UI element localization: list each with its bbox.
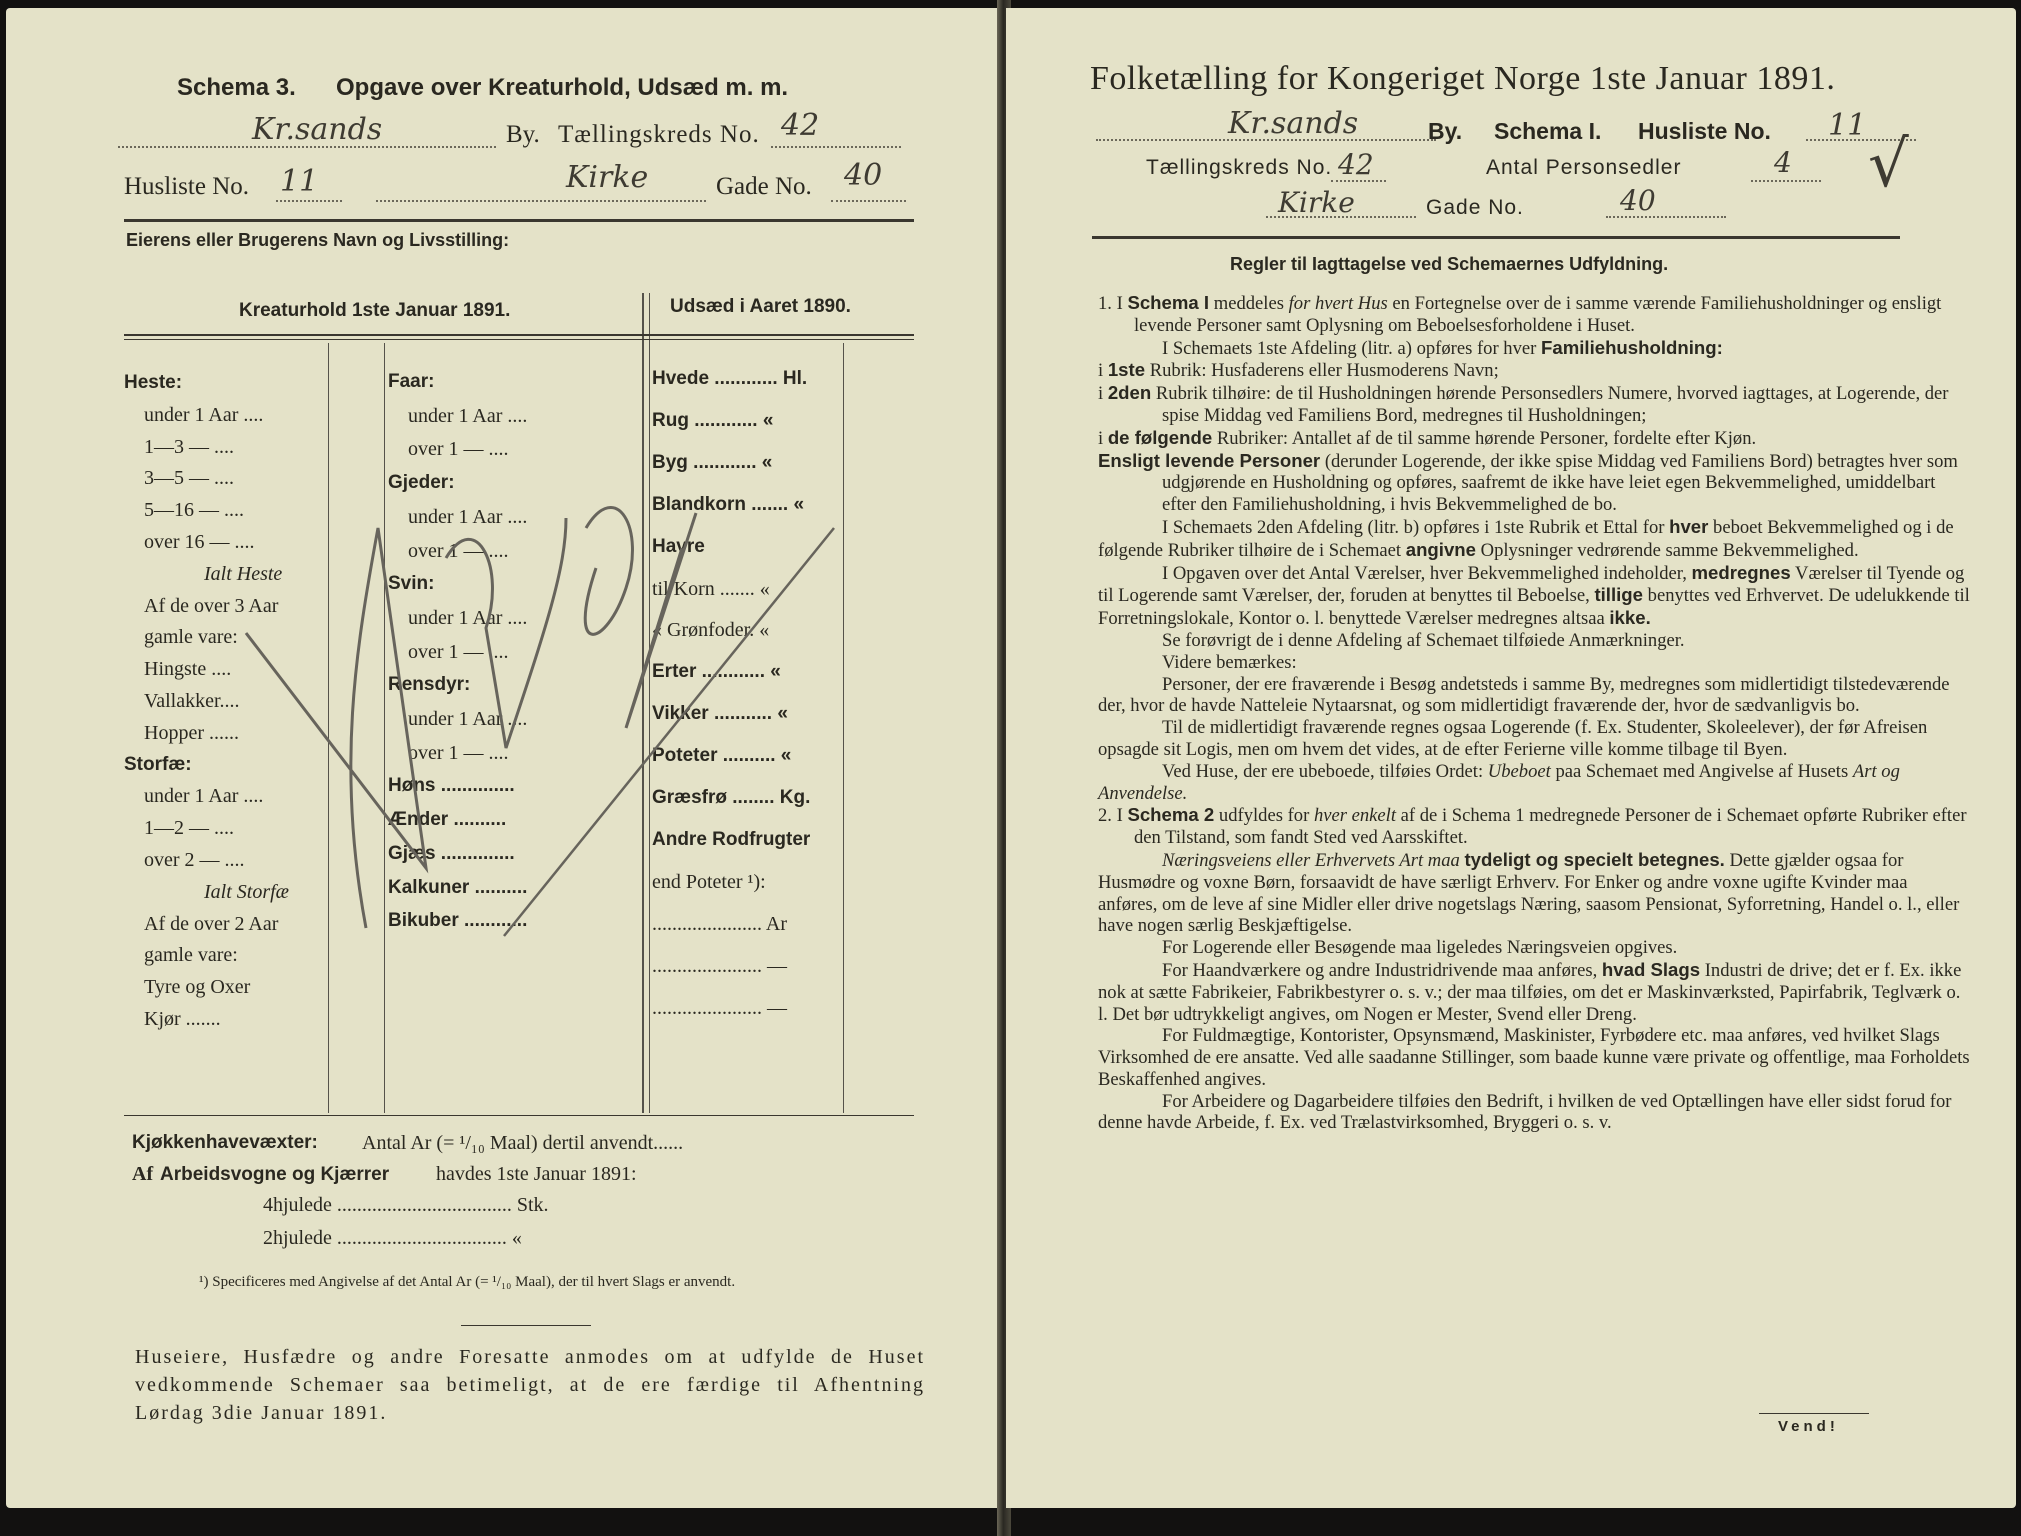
livestock-row: over 1 — .... [408, 438, 509, 461]
livestock-row: Høns .............. [388, 775, 515, 797]
livestock-row: Af de over 2 Aar [144, 912, 279, 935]
livestock-row: Tyre og Oxer [144, 976, 251, 999]
livestock-row: over 2 — .... [144, 849, 245, 871]
husliste-label: Husliste No. [124, 173, 249, 200]
rule-1: 1. I Schema I meddeles for hvert Hus en Fortegnelse over de i samme værende Familiehusholdninger og ensligt levende Personer samt Oplysning om Beboelsesforholdene i Huset. [1098, 292, 1942, 336]
seed-row: til Korn ....... « [652, 577, 770, 600]
livestock-row: over 1 — .... [408, 640, 509, 663]
vend-label: Vend! [1778, 1418, 1839, 1435]
livestock-row: Rensdyr: [388, 674, 471, 696]
gade-handwritten: Kirke [566, 160, 649, 195]
kjokkenhave-text: Antal Ar (= ¹/₁₀ Maal) dertil anvendt...... [362, 1132, 684, 1154]
livestock-row: Af de over 3 Aar [144, 594, 279, 617]
husliste-label: Husliste No. [1638, 118, 1771, 144]
arbeidsvogne-text: havdes 1ste Januar 1891: [436, 1163, 637, 1185]
kreds-label: Tællingskreds No. [1146, 156, 1333, 179]
arbeid-af: Af [132, 1163, 154, 1185]
seed-row: Poteter .......... « [652, 745, 792, 767]
firehjulede-line: 4hjulede ................................... Stk. [263, 1194, 549, 1216]
seed-row: ...................... Ar [652, 912, 787, 935]
gade-no-handwritten: 40 [1620, 184, 1656, 217]
livestock-row: Vallakker.... [144, 690, 240, 712]
livestock-row: over 1 — .... [408, 741, 509, 764]
livestock-row: Faar: [388, 371, 435, 392]
seed-row: Hvede ............ Hl. [652, 368, 808, 389]
livestock-row: gamle vare: [144, 944, 238, 967]
seed-row: Erter ............ « [652, 661, 781, 683]
livestock-row: under 1 Aar .... [408, 606, 528, 629]
schema-3-page [6, 8, 1001, 1508]
regler-title: Regler til Iagttagelse ved Schemaernes Udfyldning. [1230, 254, 1669, 274]
by-handwritten: Kr.sands [252, 112, 383, 147]
gade-handwritten: Kirke [1278, 186, 1355, 219]
seed-row: Blandkorn ....... « [652, 493, 805, 515]
rules-text: 1. I Schema I meddeles for hvert Hus en Fortegnelse over de i samme værende Familiehusholdninger og ensligt levende Personer samt Oplysning om Beboelsesforholdene i Huset. I Schemaets 1ste Afdeling (litr. a) opføres for hver Familiehusholdning: i 1ste Rubrik: Husfaderens eller Husmoderens Navn; i 2den Rubrik tilhøire: de til Husholdningen hørende Personsedlers Numere, hvorved iagttages, at Logerende, der spise Middag ved Familiens Bord, medregnes til Husholdningen; i de følgende Rubriker: Antallet af de til samme hørende Personer, fordelte efter Kjøn. Ensligt levende Personer (derunder Logerende, der ikke spise Middag ved Familiens Bord) betragtes hver som udgjørende en Husholdning og opføres, saafremt de ikke have leiet egen Bekvemmelighed, umiddelbart efter den Familiehusholdning, i hvis Bekvemmelighed de bo. I Schemaets 2den Afdeling (litr. b) opføres i 1ste Rubrik et Ettal for hver beboet Bekvemmelighed og i de følgende Rubriker tilhøire de i Schemaet angivne Oplysninger vedrørende samme Bekvemmelighed. I Opgaven over det Antal Værelser, hver Bekvemmelighed indeholder, medregnes Værelser til Tyende og til Logerende samt Værelser, der, foruden at benyttes til Beboelse, tillige benyttes ved Erhvervet. De udelukkende til Forretningslokale, Kontor o. l. benyttede Værelser medregnes altsaa ikke. Se forøvrigt de i denne Afdeling af Schemaet tilføiede Anmærkninger. Videre bemærkes: Personer, der ere fraværende i Besøg andetsteds i samme By, medregnes som midlertidigt tilstedeværende der, hvor de havde Natteleie Nytaarsnat, og som midlertidigt fraværende der, hvor de sædvanligvis bo. Til de midlertidigt fraværende regnes ogsaa Logerende (f. Ex. Studenter, Skoleelever), der før Afreisen opsagde sit Logis, men om hvem det vides, at de efter Ferierne ville komme tilbage til Byen. Ved Huse, der ere ubeboede, tilføies Ordet: Ubeboet paa Schemaet med Angivelse af Husets Art og Anvendelse. 2. I Schema 2 udfyldes for hver enkelt af de i Schema 1 medregnede Personer de i Schemaet opførte Rubriker efter den Tilstand, som fandt Sted ved Aarsskiftet. Næringsveiens eller Erhvervets Art maa tydeligt og specielt betegnes. Dette gjælder ogsaa for Husmødre og voxne Børn, forsaavidt de have særligt Erhverv. For Enker og andre voxne ugifte Kvinder maa anføres, om de leve af sine Midler eller drive nogetslags Næring, saasom Pensionat, Syforretning, Handel o. l., eller have nogen særlig Beskjæftigelse. For Logerende eller Besøgende maa ligeledes Næringsveien opgives. For Haandværkere og andre Industridrivende maa anføres, hvad Slags Industri de drive; det er f. Ex. ikke nok at sætte Fabrikeier, Fabrikbestyrer o. s. v.; der maa tilføies, om det er Maskinværksted, Papirfabrik, Teglværk o. l. Det bør udtrykkeligt angives, om Nogen er Mester, Svend eller Dreng. For Fuldmægtige, Kontorister, Opsynsmænd, Maskinister, Fyrbødere etc. maa anføres, ved hvilket Slags Virksomhed de ere ansatte. Ved alle saadanne Stillinger, som baade kunne være private og offentlige, maa Forholdets Beskaffenhed angives. For Arbeidere og Dagarbeidere tilføies den Bedrift, i hvilken de ved Optællingen have eller sidst forud for denne havde Arbeide, f. Ex. ved Trælastvirksomhed, Bryggeri o. s. v. [1098, 292, 1970, 1134]
gade-no-handwritten: 40 [844, 158, 883, 193]
by-handwritten: Kr.sands [1228, 106, 1359, 141]
livestock-row: Hingste .... [144, 658, 232, 681]
udsaed-header: Udsæd i Aaret 1890. [670, 296, 851, 317]
seed-row: Havre [652, 535, 705, 557]
tohjulede-line: 2hjulede .................................. « [263, 1227, 522, 1249]
closing-notice: Huseiere, Husfædre og andre Foresatte anmodes om at udfylde de Huset vedkommende Schemaer saa betimeligt, at de ere færdige til Afhentning Lørdag 3die Januar 1891. [135, 1346, 925, 1424]
livestock-row: Heste: [124, 372, 183, 393]
cancellation-scrawl [6, 8, 1001, 1508]
husliste-handwritten: 11 [280, 164, 319, 199]
livestock-row: under 1 Aar .... [408, 505, 528, 528]
antal-handwritten: 4 [1774, 146, 1792, 179]
seed-row: Vikker ........... « [652, 703, 788, 725]
rule-2: 2. I Schema 2 udfyldes for hver enkelt af de i Schema 1 medregnede Personer de i Schemaet opførte Rubriker efter den Tilstand, som fandt Sted ved Aarsskiftet. [1098, 804, 1967, 849]
livestock-row: 3—5 — .... [144, 467, 234, 490]
livestock-row: over 16 — .... [144, 531, 255, 553]
livestock-row: Ialt Storfæ [204, 880, 290, 903]
scrawl-stroke-2 [446, 518, 566, 748]
gade-label: Gade No. [1426, 196, 1524, 219]
husliste-handwritten: 11 [1828, 108, 1867, 143]
livestock-row: Ænder .......... [388, 809, 507, 831]
livestock-row: 1—3 — .... [144, 435, 234, 458]
livestock-row: Storfæ: [124, 753, 192, 775]
seed-row: ...................... — [652, 954, 787, 977]
checkmark: √ [1868, 128, 1909, 202]
seed-row: Andre Rodfrugter [652, 828, 811, 850]
antal-label: Antal Personsedler [1486, 156, 1682, 179]
livestock-row: Bikuber ............ [388, 910, 528, 932]
gade-label: Gade No. [716, 173, 812, 200]
seed-row: Byg ............ « [652, 451, 773, 473]
schema-number: Schema 3. [177, 74, 296, 101]
eier-label: Eierens eller Brugerens Navn og Livsstilling: [126, 230, 510, 250]
seed-row: end Poteter ¹): [652, 870, 766, 893]
scrawl-stroke-3 [585, 508, 632, 635]
livestock-row: under 1 Aar .... [144, 403, 264, 426]
seed-row: Græsfrø ........ Kg. [652, 787, 811, 808]
arbeidsvogne-label: Arbeidsvogne og Kjærrer [160, 1164, 390, 1185]
livestock-row: Gjeder: [388, 472, 455, 494]
livestock-row: Kjør ....... [144, 1008, 221, 1030]
kreaturhold-header: Kreaturhold 1ste Januar 1891. [239, 300, 511, 321]
seed-row: ...................... — [652, 996, 787, 1019]
kreds-handwritten: 42 [1338, 148, 1374, 181]
livestock-row: Gjæs .............. [388, 842, 515, 864]
kjokkenhave-label: Kjøkkenhavevæxter: [132, 1132, 318, 1153]
livestock-row: Kalkuner .......... [388, 876, 528, 898]
livestock-row: Hopper ...... [144, 721, 239, 744]
livestock-row: Svin: [388, 573, 435, 595]
livestock-row: under 1 Aar .... [408, 708, 528, 730]
scrawl-stroke-4 [626, 513, 696, 728]
kreds-handwritten: 42 [781, 108, 820, 143]
schema-label: Schema I. [1494, 118, 1602, 144]
livestock-row: 1—2 — .... [144, 817, 234, 840]
livestock-row: under 1 Aar .... [408, 404, 528, 427]
schema-title: Opgave over Kreaturhold, Udsæd m. m. [336, 74, 789, 101]
livestock-row: Ialt Heste [204, 562, 283, 585]
schema-1-page [1006, 8, 2016, 1508]
by-label: By. [1428, 118, 1463, 144]
livestock-row: under 1 Aar .... [144, 785, 264, 808]
kreds-label: Tællingskreds No. [558, 121, 760, 148]
census-title: Folketælling for Kongeriget Norge 1ste Januar 1891. [1090, 60, 1836, 97]
livestock-row: over 1 — .... [408, 539, 509, 562]
seed-row: « Grønfoder. « [652, 619, 770, 642]
livestock-row: 5—16 — .... [144, 499, 244, 522]
footnote: ¹) Specificeres med Angivelse af det Antal Ar (= ¹/₁₀ Maal), der til hvert Slags er anvendt. [199, 1274, 736, 1290]
scrawl-stroke-1 [246, 528, 426, 928]
seed-row: Rug ............ « [652, 409, 774, 431]
livestock-row: gamle vare: [144, 626, 238, 649]
by-label: By. [506, 121, 540, 148]
